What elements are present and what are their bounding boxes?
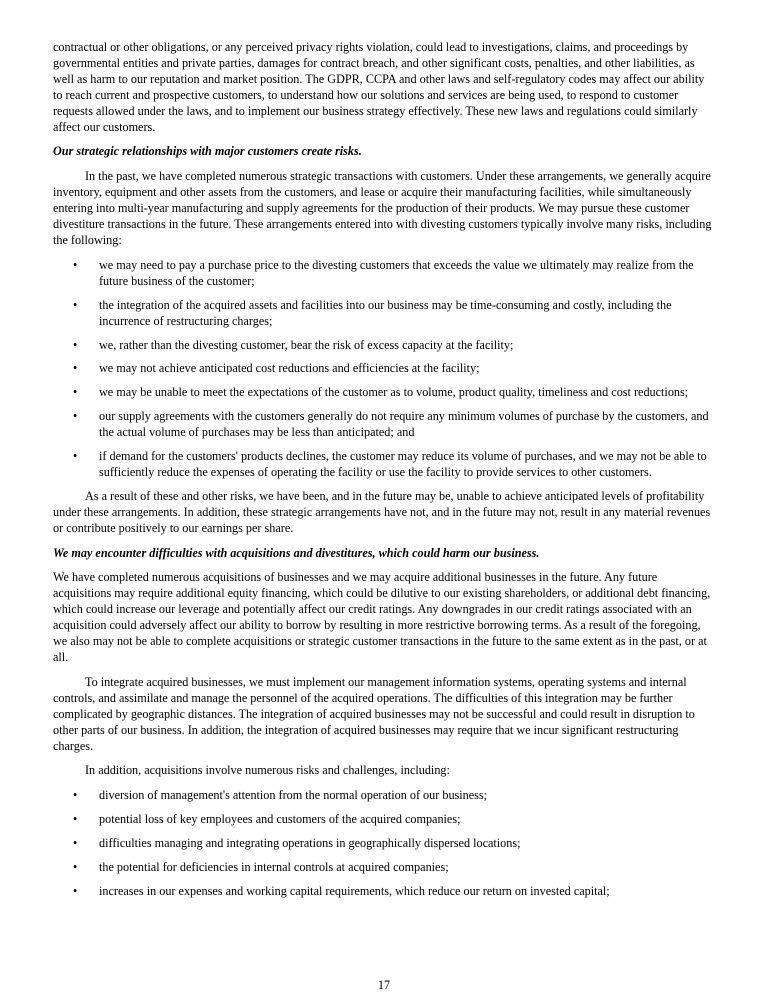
list-item-text: we may need to pay a purchase price to the divesting customers that exceeds the value we ultimately may realize from the future business of the customer; (99, 257, 694, 288)
bullet-icon: • (73, 337, 78, 352)
bullet-icon: • (73, 449, 78, 464)
list-item (53, 409, 715, 441)
bullet-icon: • (73, 297, 78, 312)
bullet-icon: • (73, 883, 78, 898)
bullet-icon: • (73, 860, 78, 875)
list-item (53, 836, 715, 852)
list-item-text: increases in our expenses and working capital requirements, which reduce our return on invested capital; (99, 883, 610, 898)
document-page (53, 40, 715, 908)
list-item-text: our supply agreements with the customers generally do not require any minimum volumes of purchase by the customers, and the actual volume of purchases may be less than anticipated; and (99, 409, 709, 440)
page-number: 17 (377, 978, 391, 992)
paragraph-acquisition-risks-intro: In addition, acquisitions involve numerous risks and challenges, including: (85, 763, 450, 778)
list-item (53, 449, 715, 481)
paragraph-acquisitions-financing: We have completed numerous acquisitions of businesses and we may acquire additional businesses in the future. Any future acquisitions may require additional equity financing, which could be dilutive to our existing shareholders, or additional debt financing, which could increase our leverage and potentially affect our credit ratings. Any downgrades in our credit ratings associated with an acquisition could adversely affect our ability to borrow by resulting in more restrictive borrowing terms. As a result of the foregoing, we also may not be able to complete acquisitions or strategic customer transactions in the future to the same extent as in the past, or at all. (53, 570, 711, 664)
list-item (53, 788, 715, 804)
paragraph-privacy-continued: contractual or other obligations, or any perceived privacy rights violation, could lead to investigations, claims, and proceedings by governmental entities and private parties, damages for contract breach, and other significant costs, penalties, and other liabilities, as well as harm to our reputation and market position. The GDPR, CCPA and other laws and self-regulatory codes may affect our ability to reach current and prospective customers, to understand how our solutions and services are being used, to respond to customer requests allowed under the laws, and to implement our business strategy effectively. These new laws and regulations could similarly affect our customers. (53, 40, 705, 134)
list-item-text: we, rather than the divesting customer, bear the risk of excess capacity at the facility; (99, 337, 514, 352)
bullet-icon: • (73, 361, 78, 376)
list-item (53, 884, 715, 900)
paragraph-integration: To integrate acquired businesses, we must implement our management information systems, operating systems and internal controls, and assimilate and manage the personnel of the acquired operations. The difficulties of this integration may be further complicated by geographic distances. The integration of acquired businesses may not be successful and could result in disruption to other parts of our business. In addition, the integration of acquired businesses may require that we incur significant restructuring charges. (53, 674, 695, 753)
list-item (53, 385, 715, 401)
bullet-icon: • (73, 257, 78, 272)
bullet-icon: • (73, 385, 78, 400)
divestiture-risks-list (53, 258, 715, 481)
list-item-text: if demand for the customers' products declines, the customer may reduce its volume of purchases, and we may not be able to sufficiently reduce the expenses of operating the facility or use the facility to provide services to other customers. (99, 449, 707, 479)
list-item-text: diversion of management's attention from the normal operation of our business; (99, 788, 488, 803)
list-item-text: the integration of the acquired assets and facilities into our business may be time-consuming and costly, including the incurrence of restructuring charges; (99, 297, 672, 328)
list-item (53, 258, 715, 290)
list-item-text: potential loss of key employees and customers of the acquired companies; (99, 812, 461, 827)
bullet-icon: • (73, 812, 78, 827)
list-item-text: the potential for deficiencies in internal controls at acquired companies; (99, 860, 449, 875)
list-item-text: difficulties managing and integrating operations in geographically dispersed locations; (99, 836, 521, 851)
paragraph-profitability-risks: As a result of these and other risks, we have been, and in the future may be, unable to achieve anticipated levels of profitability under these arrangements. In addition, these strategic arrangements have not, and in the future may not, result in any material revenues or contribute positively to our earnings per share. (53, 488, 711, 535)
section-heading-strategic-relationships: Our strategic relationships with major customers create risks. (53, 144, 362, 159)
acquisition-risks-list (53, 788, 715, 900)
bullet-icon: • (73, 409, 78, 424)
section-heading-acquisitions: We may encounter difficulties with acquisitions and divestitures, which could harm our business. (53, 545, 540, 560)
list-item-text: we may not achieve anticipated cost reductions and efficiencies at the facility; (99, 361, 480, 376)
list-item (53, 298, 715, 330)
paragraph-strategic-transactions: In the past, we have completed numerous strategic transactions with customers. Under these arrangements, we generally acquire inventory, equipment and other assets from the customers, and lease or acquire their manufacturing facilities, while simultaneously entering into multi-year manufacturing and supply agreements for the production of their products. We may pursue these customer divestiture transactions in the future. These arrangements entered into with divesting customers typically involve many risks, including the following: (53, 169, 712, 247)
bullet-icon: • (73, 788, 78, 803)
list-item (53, 812, 715, 828)
list-item (53, 361, 715, 377)
list-item (53, 860, 715, 876)
bullet-icon: • (73, 836, 78, 851)
list-item (53, 338, 715, 354)
list-item-text: we may be unable to meet the expectations of the customer as to volume, product quality, timeliness and cost reductions; (99, 385, 689, 400)
